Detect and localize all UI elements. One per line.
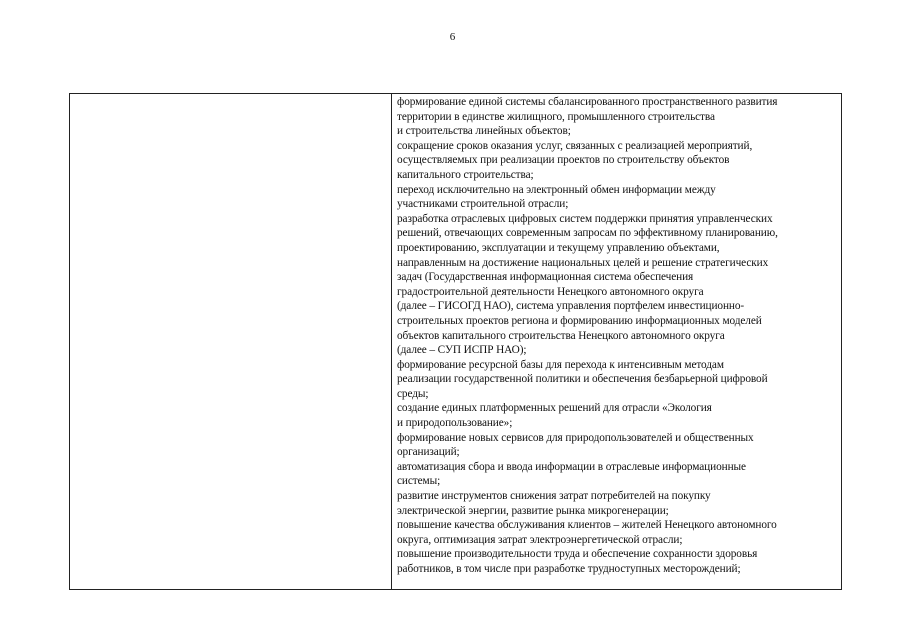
text-line: округа, оптимизация затрат электроэнергетической отрасли;: [397, 533, 683, 546]
text-line: организаций;: [397, 446, 460, 459]
text-line: и строительства линейных объектов;: [397, 125, 571, 138]
text-line: создание единых платформенных решений для отрасли «Экология: [397, 402, 712, 415]
text-line: электрической энергии, развитие рынка микрогенерации;: [397, 504, 669, 517]
text-line: разработка отраслевых цифровых систем поддержки принятия управленческих: [397, 212, 773, 225]
text-line: повышение производительности труда и обеспечение сохранности здоровья: [397, 548, 758, 561]
table-left-cell: [70, 94, 392, 589]
table-right-cell: [392, 94, 841, 589]
text-line: капитального строительства;: [397, 168, 534, 181]
text-line: объектов капитального строительства Ненецкого автономного округа: [397, 329, 725, 342]
text-line: автоматизация сбора и ввода информации в отраслевые информационные: [397, 460, 746, 473]
text-line: формирование единой системы сбалансированного пространственного развития: [397, 96, 778, 108]
text-line: строительных проектов региона и формированию информационных моделей: [397, 314, 762, 327]
text-line: осуществляемых при реализации проектов по строительству объектов: [397, 154, 730, 167]
text-line: участниками строительной отрасли;: [397, 198, 569, 211]
text-line: системы;: [397, 475, 441, 488]
content-table: [69, 93, 842, 590]
text-line: сокращение сроков оказания услуг, связанных с реализацией мероприятий,: [397, 139, 753, 152]
text-line: формирование новых сервисов для природопользователей и общественных: [397, 431, 754, 444]
text-line: решений, отвечающих современным запросам по эффективному планированию,: [397, 227, 778, 240]
text-line: работников, в том числе при разработке трудноступных месторождений;: [397, 563, 741, 575]
text-line: развитие инструментов снижения затрат потребителей на покупку: [397, 490, 711, 503]
text-line: реализации государственной политики и обеспечения безбарьерной цифровой: [397, 373, 768, 386]
text-line: градостроительной деятельности Ненецкого автономного округа: [397, 285, 704, 298]
text-line: среды;: [397, 387, 429, 400]
text-line: направленным на достижение национальных целей и решение стратегических: [397, 256, 769, 269]
text-line: формирование ресурсной базы для перехода к интенсивным методам: [397, 358, 724, 371]
text-line: проектированию, эксплуатации и текущему управлению объектами,: [397, 241, 720, 254]
text-line: (далее – СУП ИСПР НАО);: [397, 344, 527, 357]
text-line: территории в единстве жилищного, промышленного строительства: [397, 110, 715, 123]
text-line: (далее – ГИСОГД НАО), система управления портфелем инвестиционно-: [397, 300, 745, 313]
text-line: переход исключительно на электронный обмен информации между: [397, 183, 716, 196]
text-line: задач (Государственная информационная система обеспечения: [397, 271, 694, 284]
text-line: повышение качества обслуживания клиентов – жителей Ненецкого автономного: [397, 519, 777, 532]
page-number: 6: [449, 31, 456, 43]
text-line: и природопользование»;: [397, 417, 513, 430]
